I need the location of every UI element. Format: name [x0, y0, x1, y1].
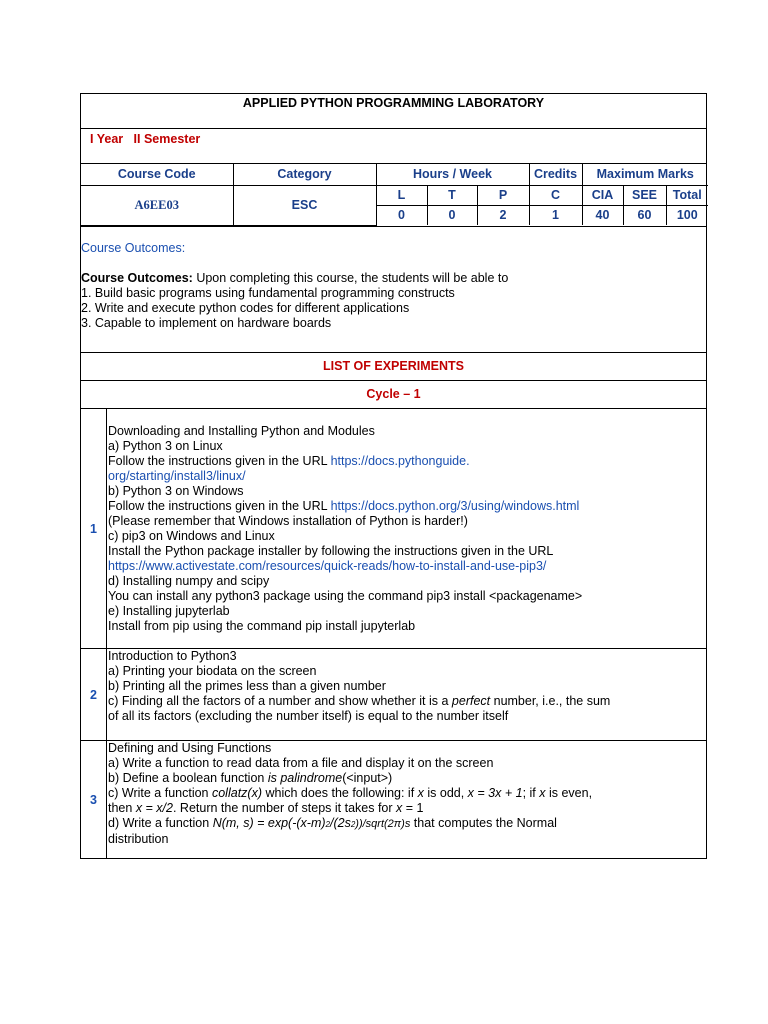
- formula-text: ))/sqrt(2π)s: [355, 818, 411, 830]
- exp-text: ; if: [522, 786, 540, 800]
- exp-text: perfect: [451, 694, 491, 708]
- formula-text: /(2s: [329, 816, 351, 830]
- exp-text: b) Define a boolean function: [108, 771, 268, 785]
- page-title: APPLIED PYTHON PROGRAMMING LABORATORY: [242, 96, 545, 110]
- exp-line: distribution: [108, 832, 169, 846]
- exp-text: Follow the instructions given in the URL: [108, 499, 331, 513]
- exp-text: x: [539, 786, 546, 800]
- exp-line: Defining and Using Functions: [108, 741, 272, 755]
- course-code-value: A6EE03: [81, 185, 233, 225]
- exp-line: (Please remember that Windows installation of Python is harder!): [108, 514, 468, 528]
- exp-line: You can install any python3 package using the command pip3 install <packagename>: [108, 589, 583, 603]
- experiment-row: [81, 649, 706, 741]
- c-value: 1: [529, 205, 582, 225]
- category-value: ESC: [233, 185, 376, 225]
- credits-header: Credits: [529, 164, 582, 185]
- semester-label: I Year II Semester: [90, 132, 201, 146]
- cycle-heading: Cycle – 1: [81, 381, 706, 409]
- exp-text: d) Write a function: [108, 816, 213, 830]
- course-header-row: [81, 164, 706, 227]
- course-code-header: Course Code: [81, 164, 233, 185]
- exp-text: c) Write a function: [108, 786, 212, 800]
- exp-line: [108, 786, 706, 801]
- p-header: P: [477, 185, 529, 205]
- hours-header: Hours / Week: [376, 164, 529, 185]
- python-linux-link[interactable]: https://docs.pythonguide.: [330, 454, 470, 468]
- exp-text: which does the following: if: [262, 786, 418, 800]
- experiment-body: [107, 741, 706, 858]
- exp-line: Downloading and Installing Python and Modules: [108, 424, 375, 438]
- exp-text: = 1: [402, 801, 424, 815]
- see-value: 60: [623, 205, 666, 225]
- experiment-number: 3: [81, 741, 107, 858]
- outcomes-intro-bold: Course Outcomes:: [81, 271, 193, 285]
- exp-line: [108, 801, 706, 816]
- exp-text: that computes the Normal: [410, 816, 557, 830]
- exp-text: is even,: [545, 786, 593, 800]
- exp-text: c) Finding all the factors of a number and show whether it is a: [108, 694, 452, 708]
- exp-text: Follow the instructions given in the URL: [108, 454, 331, 468]
- cia-value: 40: [582, 205, 623, 225]
- page-title-row: [81, 94, 706, 129]
- exp-line: [108, 694, 706, 709]
- exp-line: [108, 454, 706, 469]
- c-header: C: [529, 185, 582, 205]
- experiment-body: [107, 409, 706, 648]
- exp-line: Install the Python package installer by following the instructions given in the URL: [108, 544, 554, 558]
- semester-row: [81, 129, 706, 164]
- total-value: 100: [666, 205, 708, 225]
- course-header-table: [81, 164, 708, 226]
- l-header: L: [376, 185, 427, 205]
- cia-header: CIA: [582, 185, 623, 205]
- exp-text: then: [108, 801, 136, 815]
- outcomes-heading: Course Outcomes:: [81, 241, 186, 255]
- exp-line: b) Printing all the primes less than a given number: [108, 679, 386, 693]
- formula-text: 2: [325, 820, 330, 829]
- exp-text: (<input>): [342, 771, 393, 785]
- exp-text: . Return the number of steps it takes for: [172, 801, 397, 815]
- exp-line: [108, 771, 706, 786]
- exp-line: c) pip3 on Windows and Linux: [108, 529, 275, 543]
- exp-text: x: [417, 786, 424, 800]
- marks-header: Maximum Marks: [582, 164, 708, 185]
- exp-text: x = 3x + 1: [467, 786, 523, 800]
- outcome-item: 1. Build basic programs using fundamental programming constructs: [81, 286, 455, 300]
- outcomes-intro: [81, 271, 706, 286]
- pip3-link[interactable]: https://www.activestate.com/resources/quick-reads/how-to-install-and-use-pip3/: [108, 559, 547, 573]
- experiment-body: [107, 649, 706, 740]
- experiment-number: 1: [81, 409, 107, 648]
- exp-line: b) Python 3 on Windows: [108, 484, 244, 498]
- t-header: T: [427, 185, 477, 205]
- p-value: 2: [477, 205, 529, 225]
- total-header: Total: [666, 185, 708, 205]
- exp-line: d) Installing numpy and scipy: [108, 574, 270, 588]
- exp-line: a) Write a function to read data from a file and display it on the screen: [108, 756, 494, 770]
- course-outcomes-section: [81, 227, 706, 353]
- outcome-item: 3. Capable to implement on hardware boards: [81, 316, 332, 330]
- exp-line: [108, 816, 706, 832]
- syllabus-table: [80, 93, 707, 859]
- outcomes-intro-text: Upon completing this course, the students will be able to: [192, 271, 509, 285]
- exp-text: is palindrome: [267, 771, 343, 785]
- experiment-row: [81, 741, 706, 858]
- exp-text: x = x/2: [135, 801, 173, 815]
- t-value: 0: [427, 205, 477, 225]
- exp-text: collatz(x): [211, 786, 262, 800]
- formula-text: N(m, s) = exp(-(x-m): [212, 816, 326, 830]
- exp-line: Install from pip using the command pip install jupyterlab: [108, 619, 416, 633]
- python-windows-link[interactable]: https://docs.python.org/3/using/windows.html: [330, 499, 580, 513]
- exp-line: a) Python 3 on Linux: [108, 439, 223, 453]
- exp-text: number, i.e., the sum: [490, 694, 611, 708]
- python-linux-link-cont[interactable]: org/starting/install3/linux/: [108, 469, 246, 483]
- formula-text: 2: [350, 820, 356, 829]
- exp-line: Introduction to Python3: [108, 649, 237, 663]
- see-header: SEE: [623, 185, 666, 205]
- list-of-experiments-heading: LIST OF EXPERIMENTS: [81, 353, 706, 381]
- exp-text: x: [396, 801, 403, 815]
- outcome-item: 2. Write and execute python codes for different applications: [81, 301, 410, 315]
- experiment-number: 2: [81, 649, 107, 740]
- l-value: 0: [376, 205, 427, 225]
- exp-line: of all its factors (excluding the number itself) is equal to the number itself: [108, 709, 509, 723]
- exp-line: e) Installing jupyterlab: [108, 604, 230, 618]
- exp-line: [108, 499, 706, 514]
- exp-text: is odd,: [423, 786, 468, 800]
- category-header: Category: [233, 164, 376, 185]
- experiment-row: [81, 409, 706, 649]
- exp-line: a) Printing your biodata on the screen: [108, 664, 317, 678]
